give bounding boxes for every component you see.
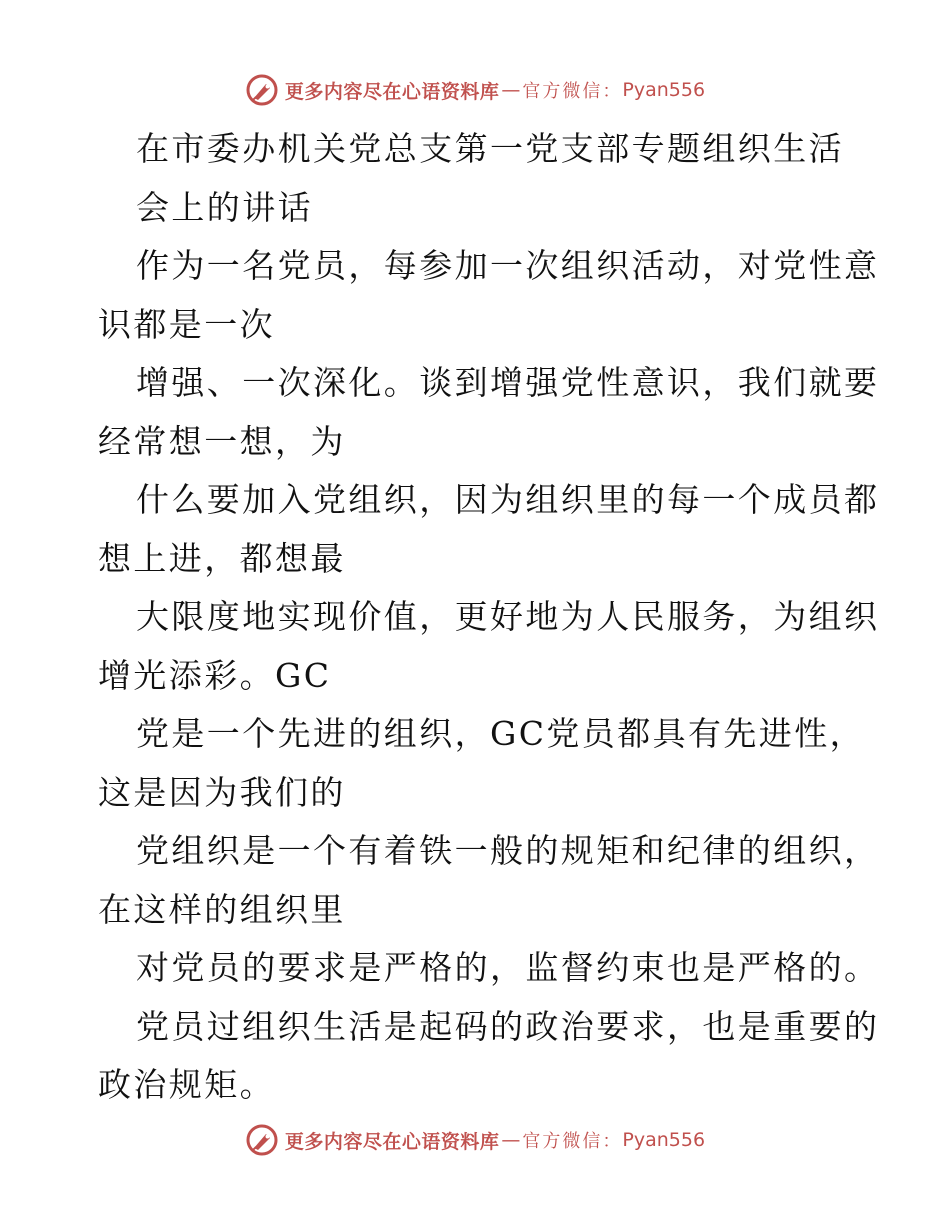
pen-nib-circle-icon: [245, 1123, 279, 1157]
body-line: 大限度地实现价值，更好地为人民服务，为组织: [136, 597, 880, 636]
body-line: 党员过组织生活是起码的政治要求，也是重要的: [136, 1006, 880, 1046]
watermark-brand-text: 更多内容尽在心语资料库: [284, 80, 500, 103]
body-line: 识都是一次: [98, 304, 275, 344]
watermark-official-label: 官方微信：: [522, 81, 623, 102]
watermark-wechat-id: Pyan556: [622, 1129, 706, 1151]
watermark-official-label: 官方微信：: [522, 1131, 623, 1152]
body-line: 想上进，都想最: [98, 538, 346, 578]
document-body: [98, 120, 880, 1115]
pen-nib-circle-icon: [245, 73, 279, 107]
body-line: 增光添彩。GC: [98, 655, 332, 695]
body-line: 对党员的要求是严格的，监督约束也是严格的。: [136, 948, 880, 987]
body-line: 党组织是一个有着铁一般的规矩和纪律的组织，: [136, 831, 880, 870]
body-line: 政治规矩。: [98, 1065, 275, 1104]
body-line: 党是一个先进的组织，GC党员都具有先进性，: [136, 714, 866, 753]
body-line: 在这样的组织里: [98, 889, 346, 929]
watermark-separator: —: [501, 1129, 521, 1151]
body-line: 作为一名党员，每参加一次组织活动，对党性意: [136, 246, 880, 285]
document-title-line-1: 在市委办机关党总支第一党支部专题组织生活: [136, 129, 844, 168]
bottom-watermark-banner: [0, 1120, 950, 1160]
watermark-separator: —: [501, 79, 521, 101]
document-title-line-2: 会上的讲话: [136, 187, 313, 227]
watermark-wechat-id: Pyan556: [622, 79, 706, 101]
watermark-brand-text: 更多内容尽在心语资料库: [284, 1130, 500, 1153]
body-line: 这是因为我们的: [98, 772, 346, 812]
body-line: 增强、一次深化。谈到增强党性意识，我们就要: [136, 363, 880, 402]
top-watermark-banner: [0, 70, 950, 110]
body-line: 经常想一想，为: [98, 421, 346, 461]
body-line: 什么要加入党组织，因为组织里的每一个成员都: [136, 480, 880, 519]
